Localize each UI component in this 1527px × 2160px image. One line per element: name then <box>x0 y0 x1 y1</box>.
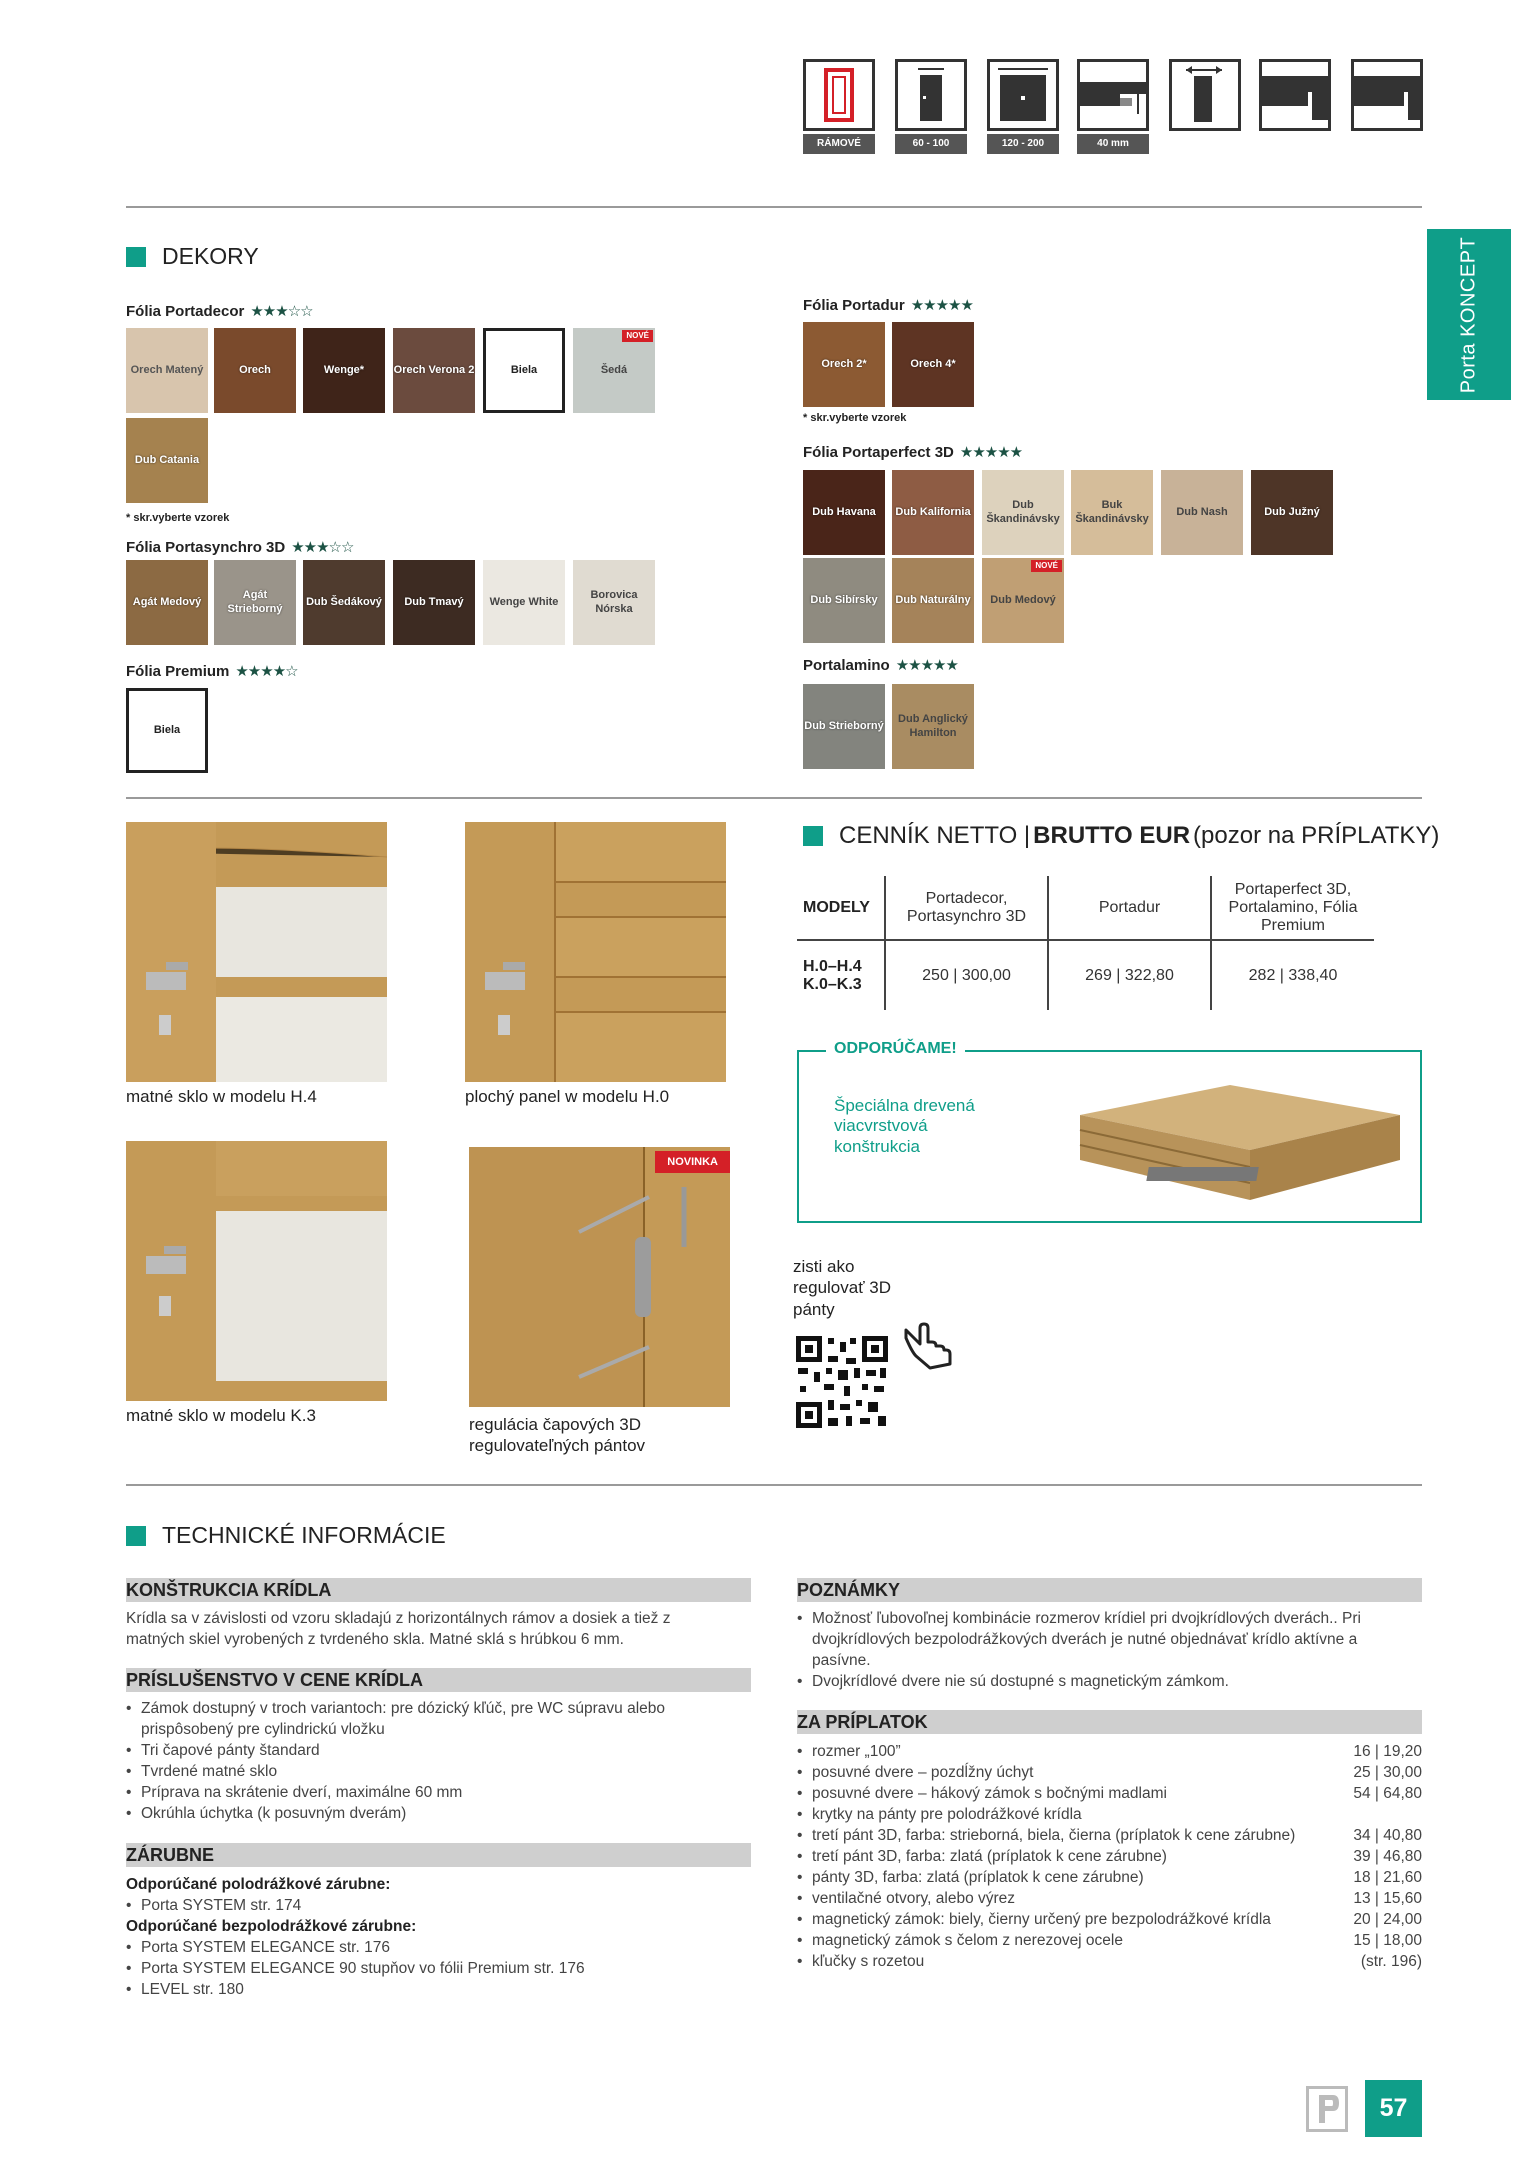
portadecor-label: Fólia Portadecor ★★★☆☆ <box>126 303 313 320</box>
swatch-dub-sedakovy: Dub Šedákový <box>303 560 385 645</box>
tag-ramove: RÁMOVÉ <box>803 134 875 154</box>
swatch-wenge-white: Wenge White <box>483 560 565 645</box>
swatch-dub-tmavy: Dub Tmavý <box>393 560 475 645</box>
zarubne-item: • Porta SYSTEM ELEGANCE str. 176 <box>126 1937 751 1958</box>
swatch-dub-strieborny: Dub Strieborný <box>803 684 885 769</box>
priplatok-head: ZA PRÍPLATOK <box>797 1710 1422 1734</box>
swatch-dub-juzny: Dub Južný <box>1251 470 1333 555</box>
swatch-dub-catania: Dub Catania <box>126 418 208 503</box>
price-table <box>797 876 1374 1010</box>
swatch-orech-4: Orech 4* <box>892 322 974 407</box>
swatch-seda: Šedá NOVÉ <box>573 328 655 413</box>
zarubne-sub2: Odporúčané bezpolodrážkové zárubne: <box>126 1918 417 1935</box>
priplatok-item: • ventilačné otvory, alebo výrez 13 | 15,60 <box>797 1888 1422 1909</box>
prislusenstvo-item: • Okrúhla úchytka (k posuvným dverám) <box>126 1803 751 1824</box>
caption-hinge: regulácia čapových 3D regulovateľných pántov <box>469 1415 646 1456</box>
prislusenstvo-item: • Zámok dostupný v troch variantoch: pre dózický kľúč, pre WC súpravu alebo prispôsobený pre cylindrickú vložku <box>126 1698 751 1740</box>
swatch-dub-havana: Dub Havana <box>803 470 885 555</box>
porta-logo <box>1306 2086 1348 2132</box>
zarubne-head: ZÁRUBNE <box>126 1843 751 1867</box>
poznamky-list <box>797 1608 1387 1692</box>
tech-title: TECHNICKÉ INFORMÁCIE <box>126 1522 446 1549</box>
zarubne-item: • Porta SYSTEM ELEGANCE 90 stupňov vo fólii Premium str. 176 <box>126 1958 751 1979</box>
pointer-hand-icon <box>900 1320 956 1377</box>
swatch-dub-naturalny: Dub Naturálny <box>892 558 974 643</box>
door-width-120-200-icon <box>987 59 1059 131</box>
priplatok-item: • tretí pánt 3D, farba: zlatá (príplatok k cene zárubne) 39 | 46,80 <box>797 1846 1422 1867</box>
priplatok-item: • pánty 3D, farba: zlatá (príplatok k cene zárubne) 18 | 21,60 <box>797 1867 1422 1888</box>
swatch-orech: Orech <box>214 328 296 413</box>
qr-text: zisti ako regulovať 3D pánty <box>793 1257 892 1319</box>
tag-60-100: 60 - 100 <box>895 134 967 154</box>
portadecor-note: * skr.vyberte vzorek <box>126 512 230 524</box>
price-head-portadecor: Portadecor, Portasynchro 3D <box>885 876 1048 940</box>
portaperfect-label: Fólia Portaperfect 3D ★★★★★ <box>803 444 1023 461</box>
swatch-orech-2: Orech 2* <box>803 322 885 407</box>
divider-lower <box>126 1484 1422 1486</box>
recommend-title: ODPORÚČAME! <box>826 1040 965 1058</box>
poznamky-head: POZNÁMKY <box>797 1578 1422 1602</box>
caption-k3: matné sklo w modelu K.3 <box>126 1406 316 1425</box>
page-number: 57 <box>1365 2080 1422 2137</box>
swatch-dub-kalifornia: Dub Kalifornia <box>892 470 974 555</box>
poznamky-item: • Dvojkrídlové dvere nie sú dostupné s magnetickým zámkom. <box>797 1671 1387 1692</box>
swatch-dub-sibirsky: Dub Sibírsky <box>803 558 885 643</box>
rebated-profile-icon <box>1259 59 1331 131</box>
caption-h0: plochý panel w modelu H.0 <box>465 1087 670 1106</box>
priplatok-item: • magnetický zámok s čelom z nerezovej ocele 15 | 18,00 <box>797 1930 1422 1951</box>
zarubne-list <box>126 1874 751 2000</box>
portadur-note: * skr.vyberte vzorek <box>803 412 907 424</box>
price-head-portadur: Portadur <box>1048 876 1211 940</box>
konstrukcia-text: Krídla sa v závislosti od vzoru skladajú z horizontálnych rámov a dosiek a tiež z matných skiel vyrobených z tvrdeného skla. Matné sklá s hrúbkou 6 mm. <box>126 1610 671 1648</box>
konstrukcia-head: KONŠTRUKCIA KRÍDLA <box>126 1578 751 1602</box>
priplatok-item: • kľučky s rozetou (str. 196) <box>797 1951 1422 1972</box>
prislusenstvo-item: • Tri čapové pánty štandard <box>126 1740 751 1761</box>
zarubne-sub1: Odporúčané polodrážkové zárubne: <box>126 1876 391 1893</box>
price-portaperfect: 282 | 338,40 <box>1248 966 1338 984</box>
flush-profile-icon <box>1351 59 1423 131</box>
priplatok-item: • rozmer „100” 16 | 19,20 <box>797 1741 1422 1762</box>
tag-120-200: 120 - 200 <box>987 134 1059 154</box>
priplatok-list <box>797 1741 1422 1972</box>
caption-h4: matné sklo w modelu H.4 <box>126 1087 317 1106</box>
priplatok-item: • posuvné dvere – pozdĺžny úchyt 25 | 30,00 <box>797 1762 1422 1783</box>
price-row-models: H.0–H.4 K.0–K.3 <box>797 940 885 1010</box>
price-head-models: MODELY <box>797 876 885 940</box>
swatch-biela: Biela <box>483 328 565 413</box>
frame-door-icon <box>803 59 875 131</box>
priplatok-item: • posuvné dvere – hákový zámok s bočnými madlami 54 | 64,80 <box>797 1783 1422 1804</box>
construction-illustration <box>1060 1075 1400 1220</box>
swatch-wenge: Wenge* <box>303 328 385 413</box>
swatch-agat-strieborny: Agát Strieborný <box>214 560 296 645</box>
price-head-portaperfect: Portaperfect 3D, Portalamino, Fólia Premium <box>1211 876 1374 940</box>
door-thickness-icon <box>1077 59 1149 131</box>
novinka-badge: NOVINKA <box>655 1151 730 1173</box>
priplatok-item: • magnetický zámok: biely, čierny určený pre bezpolodrážkové krídla 20 | 24,00 <box>797 1909 1422 1930</box>
zarubne-item: • LEVEL str. 180 <box>126 1979 751 2000</box>
door-photo-h0 <box>465 822 726 1082</box>
portadur-label: Fólia Portadur ★★★★★ <box>803 297 973 314</box>
dekory-title: DEKORY <box>126 243 259 270</box>
portalamino-label: Portalamino ★★★★★ <box>803 657 958 674</box>
price-title: CENNÍK NETTO | BRUTTO EUR (pozor na PRÍPLATKY) <box>803 822 1439 850</box>
swatch-dub-skandinavsky: Dub Škandinávsky <box>982 470 1064 555</box>
priplatok-item: • tretí pánt 3D, farba: strieborná, biela, čierna (príplatok k cene zárubne) 34 | 40,80 <box>797 1825 1422 1846</box>
qr-code[interactable] <box>796 1336 888 1428</box>
portasynchro-label: Fólia Portasynchro 3D ★★★☆☆ <box>126 539 354 556</box>
swatch-orech-mateny: Orech Matený <box>126 328 208 413</box>
swatch-dub-medovy: Dub Medový NOVÉ <box>982 558 1064 643</box>
price-portadecor: 250 | 300,00 <box>885 940 1048 1010</box>
door-photo-k3 <box>126 1141 387 1401</box>
prislusenstvo-item: • Príprava na skrátenie dverí, maximálne 60 mm <box>126 1782 751 1803</box>
priplatok-item: • krytky na pánty pre polodrážkové krídla <box>797 1804 1422 1825</box>
swatch-dub-nash: Dub Nash <box>1161 470 1243 555</box>
swatch-dub-anglicky-hamilton: Dub Anglický Hamilton <box>892 684 974 769</box>
prislusenstvo-item: • Tvrdené matné sklo <box>126 1761 751 1782</box>
swatch-orech-verona: Orech Verona 2 <box>393 328 475 413</box>
hinge-adjust-icon <box>1169 59 1241 131</box>
swatch-borovica-norska: Borovica Nórska <box>573 560 655 645</box>
swatch-agat-medovy: Agát Medový <box>126 560 208 645</box>
door-photo-h4 <box>126 822 387 1082</box>
recommend-text: Špeciálna drevená viacvrstvová konštrukcia <box>834 1096 975 1156</box>
swatch-buk-skandinavsky: Buk Škandinávsky <box>1071 470 1153 555</box>
side-tab: Porta KONCEPT <box>1427 229 1511 400</box>
tag-40mm: 40 mm <box>1077 134 1149 154</box>
premium-label: Fólia Premium ★★★★☆ <box>126 663 298 680</box>
divider-top <box>126 206 1422 208</box>
price-portadur: 269 | 322,80 <box>1048 940 1211 1010</box>
prislusenstvo-head: PRÍSLUŠENSTVO V CENE KRÍDLA <box>126 1668 751 1692</box>
divider-middle <box>126 797 1422 799</box>
prislusenstvo-list <box>126 1698 751 1824</box>
hinge-photo <box>469 1147 730 1407</box>
swatch-premium-biela: Biela <box>126 688 208 773</box>
zarubne-item: • Porta SYSTEM str. 174 <box>126 1895 751 1916</box>
door-width-60-100-icon <box>895 59 967 131</box>
poznamky-item: • Možnosť ľubovoľnej kombinácie rozmerov krídiel pri dvojkrídlových dverách.. Pri dvojkrídlových bezpolodrážkových dverách je nutné objednávať krídlo aktívne a pasívne. <box>797 1608 1387 1671</box>
